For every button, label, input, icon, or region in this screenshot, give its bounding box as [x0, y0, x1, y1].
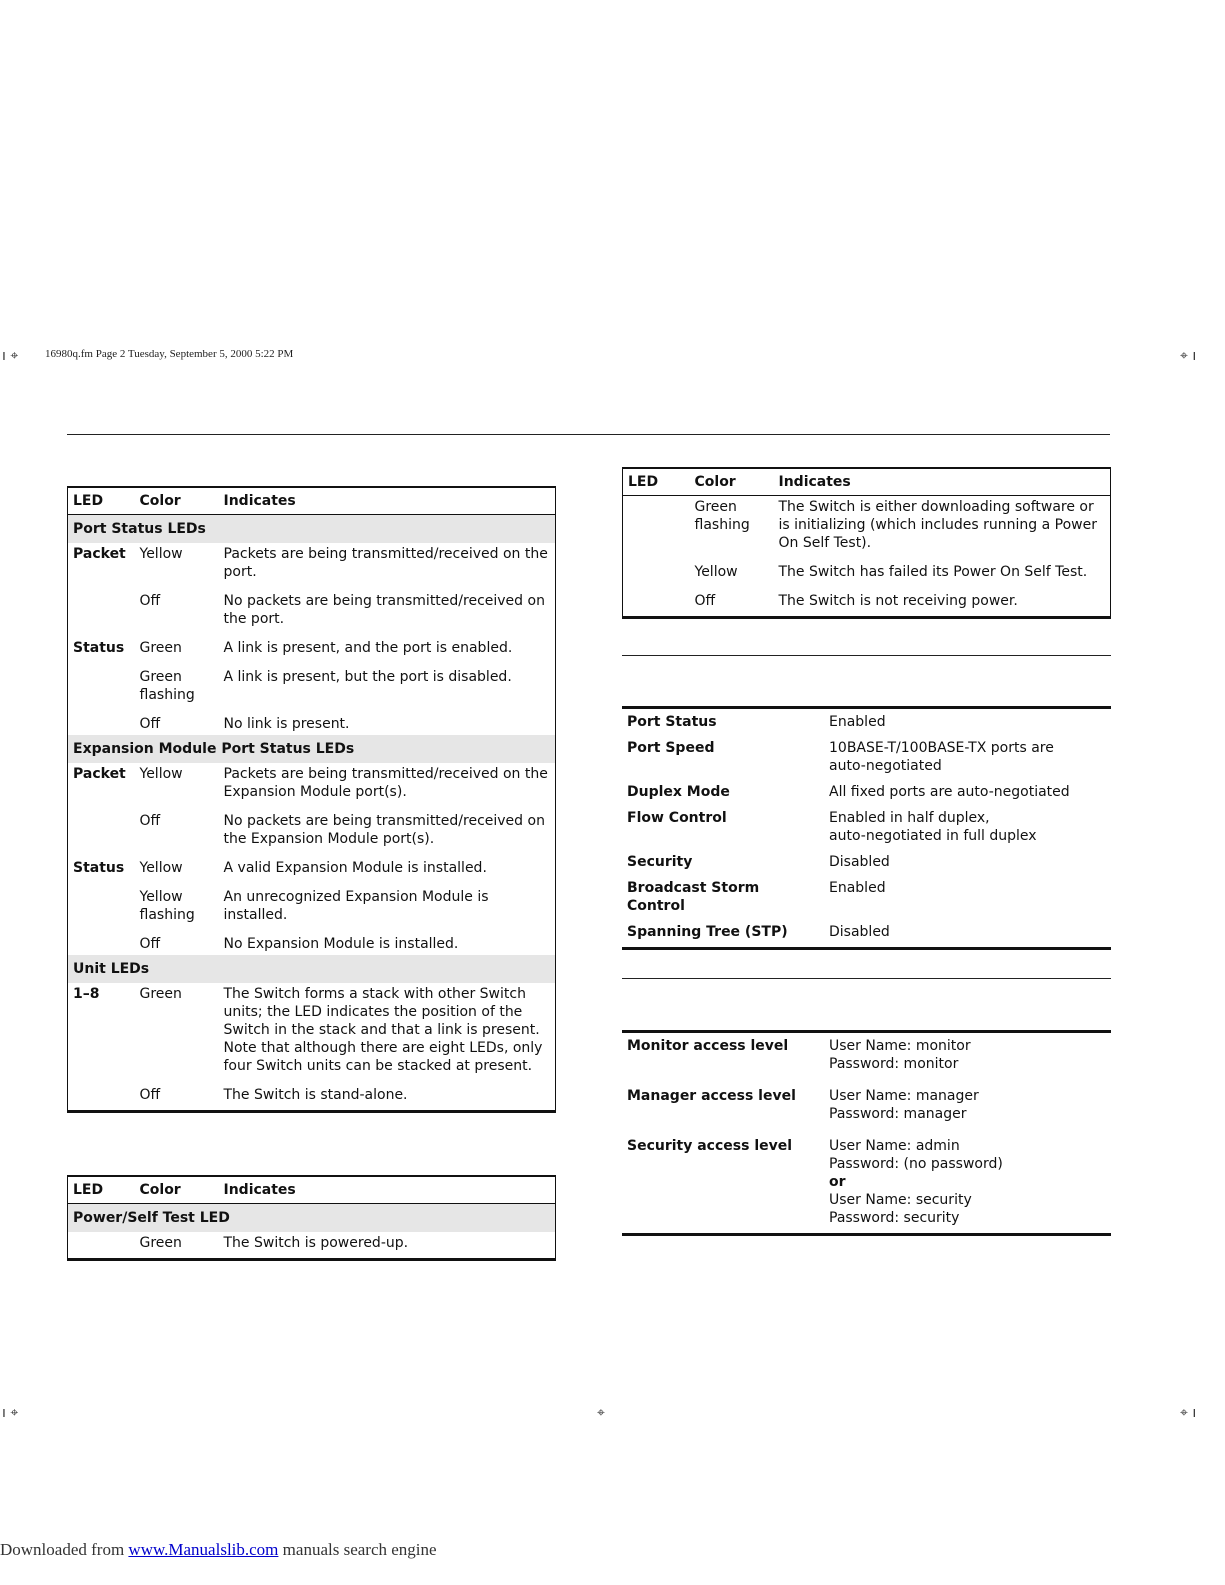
- table-row: Off The Switch is stand-alone.: [139, 1087, 408, 1103]
- section-title: Power/Self Test LED: [68, 1204, 556, 1233]
- table-row: Off The Switch is not receiving power.: [694, 593, 1018, 609]
- crop-mark-bottom-left-icon: ı ⌖: [2, 1405, 19, 1421]
- table-row: Broadcast Storm Control Enabled: [627, 880, 886, 914]
- led-table-main: [67, 486, 556, 1113]
- access-levels-table: [622, 1030, 1111, 1236]
- table-row: Green The Switch is powered-up.: [139, 1235, 409, 1251]
- table-row: Green flashing A link is present, but the port is disabled.: [139, 669, 512, 703]
- header-led: LED: [623, 468, 690, 496]
- defaults-table: [622, 706, 1111, 950]
- table-row: Security access level User Name: admin Password: (no password) or User Name: security Password: security: [622, 1133, 1111, 1235]
- header-led: LED: [68, 1176, 135, 1204]
- table-row: 1–8 Green The Switch forms a stack with other Switch units; the LED indicates the position of the Switch in the stack and that a link is present. Note that although there are eight LEDs, only four Switch units can be stacked at present.: [73, 986, 543, 1074]
- header-led: LED: [68, 487, 135, 515]
- table-row: Off No Expansion Module is installed.: [139, 936, 459, 952]
- table-row: Green flashing The Switch is either downloading software or is initializing (which includes running a Power On Self Test).: [694, 499, 1097, 551]
- table-row: Yellow flashing An unrecognized Expansion Module is installed.: [139, 889, 489, 923]
- header-indicates: Indicates: [219, 1176, 556, 1204]
- print-header: 16980q.fm Page 2 Tuesday, September 5, 2000 5:22 PM: [45, 348, 294, 360]
- manualslib-link[interactable]: www.Manualslib.com: [128, 1540, 279, 1559]
- crop-mark-bottom-right-icon: ⌖ ı: [1180, 1405, 1197, 1421]
- header-color: Color: [135, 1176, 219, 1204]
- table-row: Off No packets are being transmitted/received on the Expansion Module port(s).: [139, 813, 545, 847]
- section-title: Expansion Module Port Status LEDs: [68, 735, 556, 763]
- table-row: Port Speed 10BASE-T/100BASE-TX ports are auto-negotiated: [627, 740, 1054, 774]
- header-color: Color: [690, 468, 774, 496]
- table-row: Packet Yellow Packets are being transmitted/received on the port.: [73, 546, 548, 580]
- table-row: Monitor access level User Name: monitor Password: monitor: [627, 1038, 971, 1072]
- crop-mark-top-right-icon: ⌖ ı: [1180, 348, 1197, 364]
- table-row: Flow Control Enabled in half duplex, auto-negotiated in full duplex: [627, 810, 1037, 844]
- table-row: Off No link is present.: [139, 716, 350, 732]
- header-color: Color: [135, 487, 219, 515]
- table-row: Security Disabled: [627, 854, 890, 870]
- page-top-rule: [67, 434, 1110, 435]
- or-label: or: [829, 1174, 846, 1190]
- table-row: Duplex Mode All fixed ports are auto-negotiated: [627, 784, 1070, 800]
- table-row: Spanning Tree (STP) Disabled: [627, 924, 890, 940]
- table-row: Port Status Enabled: [627, 714, 886, 730]
- header-indicates: Indicates: [219, 487, 556, 515]
- crop-mark-top-left-icon: ı ⌖: [2, 348, 19, 364]
- table-row: Status Yellow A valid Expansion Module is installed.: [73, 860, 487, 876]
- footer: Downloaded from www.Manualslib.com manuals search engine: [0, 1540, 437, 1559]
- table-row: Status Green A link is present, and the port is enabled.: [73, 640, 513, 656]
- section-title: Port Status LEDs: [68, 515, 556, 544]
- table-row: Off No packets are being transmitted/received on the port.: [139, 593, 545, 627]
- led-table-power-continued: [622, 467, 1111, 619]
- table-row: Manager access level User Name: manager Password: manager: [627, 1088, 979, 1122]
- led-table-power: [67, 1175, 556, 1261]
- header-indicates: Indicates: [774, 468, 1111, 496]
- table-row: Yellow The Switch has failed its Power On Self Test.: [694, 564, 1088, 580]
- section-rule: [622, 655, 1111, 656]
- crop-mark-bottom-center-icon: ⌖: [597, 1405, 605, 1421]
- section-rule: [622, 978, 1111, 979]
- section-title: Unit LEDs: [68, 955, 556, 983]
- table-row: Packet Yellow Packets are being transmitted/received on the Expansion Module port(s).: [73, 766, 548, 800]
